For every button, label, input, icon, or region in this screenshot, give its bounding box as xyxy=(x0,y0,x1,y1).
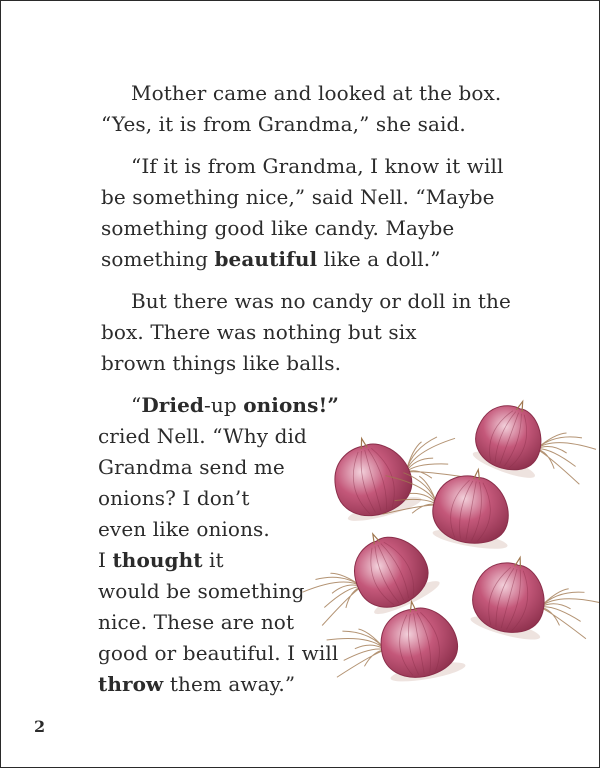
text-segment: “ xyxy=(131,393,142,417)
text-segment: something good like candy. Maybe xyxy=(101,216,455,240)
onion-roots xyxy=(326,624,389,678)
text-line xyxy=(98,486,249,510)
text-line xyxy=(98,672,295,696)
text-segment: would be something xyxy=(98,579,305,603)
text-segment: Grandma send me xyxy=(98,455,285,479)
text-segment: “Yes, it is from Grandma,” she said. xyxy=(101,112,466,136)
text-segment: -up xyxy=(204,393,244,417)
page-number: 2 xyxy=(34,717,46,736)
text-segment: something xyxy=(101,247,215,271)
text-segment: Mother came and looked at the box. xyxy=(131,81,502,105)
text-segment: even like onions. xyxy=(98,517,270,541)
bold-word: throw xyxy=(98,672,164,696)
text-line xyxy=(101,112,466,136)
text-segment: box. There was nothing but six xyxy=(101,320,417,344)
bold-word: thought xyxy=(112,548,203,572)
text-segment: it xyxy=(202,548,224,572)
onion-bulb xyxy=(465,548,599,656)
text-line xyxy=(131,81,501,105)
text-line xyxy=(131,154,503,178)
onion-roots xyxy=(535,582,599,640)
dried-onions-icon xyxy=(281,321,599,701)
text-line xyxy=(98,610,294,634)
text-segment: brown things like balls. xyxy=(101,351,342,375)
text-line xyxy=(101,185,495,209)
text-line xyxy=(98,548,224,572)
text-line xyxy=(98,424,307,448)
text-segment: “If it is from Grandma, I know it will xyxy=(131,154,504,178)
text-segment: nice. These are not xyxy=(98,610,295,634)
text-segment: like a doll.” xyxy=(317,247,441,271)
text-line xyxy=(131,289,511,313)
bold-word: Dried xyxy=(141,393,205,417)
text-line xyxy=(98,517,270,541)
text-segment: good or beautiful. I will xyxy=(98,641,339,665)
text-segment: I xyxy=(98,548,113,572)
text-segment: them away.” xyxy=(163,672,296,696)
bold-word: onions!” xyxy=(243,393,339,417)
text-line xyxy=(98,579,305,603)
text-segment: onions? I don’t xyxy=(98,486,250,510)
text-line xyxy=(101,247,441,271)
text-line xyxy=(98,455,285,479)
text-segment: But there was no candy or doll in the xyxy=(131,289,511,313)
text-segment: cried Nell. “Why did xyxy=(98,424,307,448)
bold-word: beautiful xyxy=(214,247,318,271)
text-line xyxy=(101,216,454,240)
text-segment: be something nice,” said Nell. “Maybe xyxy=(101,185,495,209)
